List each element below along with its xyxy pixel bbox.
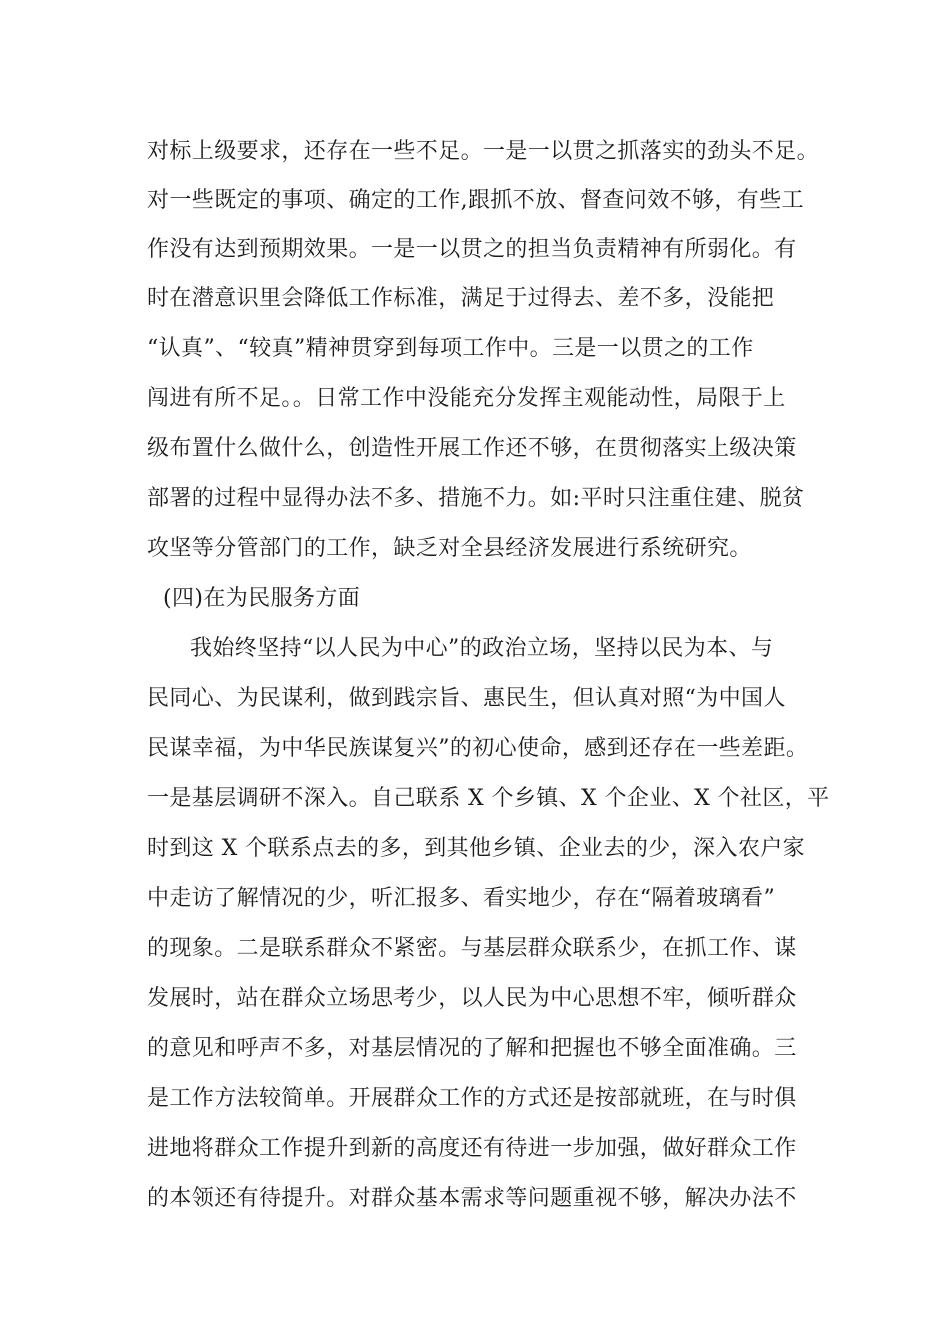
paragraph-line: 民同心、为民谋利，做到践宗旨、惠民生，但认真对照“为中国人 — [147, 686, 786, 711]
paragraph-line: 作没有达到预期效果。一是一以贯之的担当负责精神有所弱化。有 — [147, 237, 797, 262]
paragraph-line: 进地将群众工作提升到新的高度还有待进一步加强，做好群众工作 — [147, 1136, 797, 1161]
paragraph-line: 部署的过程中显得办法不多、措施不力。如:平时只注重住建、脱贫 — [147, 486, 805, 511]
paragraph-line: 发展时，站在群众立场思考少，以人民为中心思想不牢，倾听群众 — [147, 986, 797, 1011]
paragraph-line: 的意见和呼声不多，对基层情况的了解和把握也不够全面准确。三 — [147, 1036, 797, 1061]
paragraph-line: “认真”、“较真”精神贯穿到每项工作中。三是一以贯之的工作 — [147, 336, 754, 361]
paragraph-line: 我始终坚持“以人民为中心”的政治立场，坚持以民为本、与 — [190, 636, 774, 661]
paragraph-line: 级布置什么做什么，创造性开展工作还不够，在贯彻落实上级决策 — [147, 436, 797, 461]
paragraph-line: 时到这 X 个联系点去的多，到其他乡镇、企业去的少，深入农户家 — [147, 836, 806, 861]
section-heading: (四)在为民服务方面 — [163, 586, 361, 611]
paragraph-line: 的本领还有待提升。对群众基本需求等问题重视不够，解决办法不 — [147, 1186, 797, 1211]
paragraph-line: 是工作方法较简单。开展群众工作的方式还是按部就班，在与时俱 — [147, 1086, 797, 1111]
paragraph-line: 民谋幸福，为中华民族谋复兴”的初心使命，感到还存在一些差距。 — [147, 736, 809, 761]
paragraph-line: 中走访了解情况的少，听汇报多、看实地少，存在“隔着玻璃看” — [147, 886, 776, 911]
paragraph-line: 对一些既定的事项、确定的工作,跟抓不放、督查问效不够，有些工 — [147, 188, 804, 213]
paragraph-line: 一是基层调研不深入。自己联系 X 个乡镇、X 个企业、X 个社区，平 — [147, 786, 830, 811]
paragraph-line: 闯进有所不足。。日常工作中没能充分发挥主观能动性，局限于上 — [147, 386, 786, 411]
paragraph-line: 攻坚等分管部门的工作，缺乏对全县经济发展进行系统研究。 — [147, 536, 752, 561]
paragraph-line: 的现象。二是联系群众不紧密。与基层群众联系少，在抓工作、谋 — [147, 936, 797, 961]
paragraph-line: 对标上级要求，还存在一些不足。一是一以贯之抓落实的劲头不足。 — [147, 139, 820, 164]
paragraph-line: 时在潜意识里会降低工作标准，满足于过得去、差不多，没能把 — [147, 286, 775, 311]
